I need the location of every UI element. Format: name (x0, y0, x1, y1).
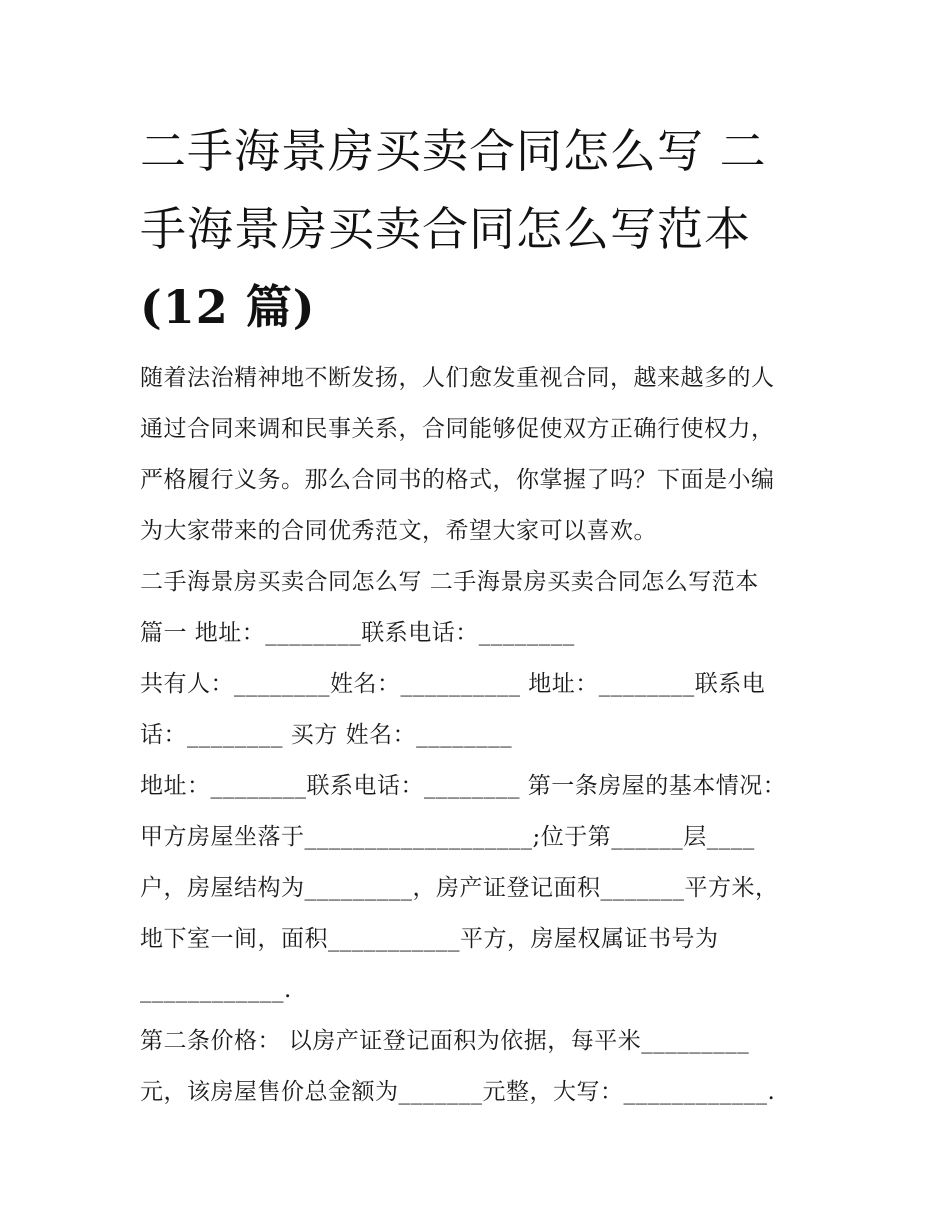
body-line: 地址：________联系电话：________ 第一条房屋的基本情况： (140, 773, 787, 799)
body-line: 话：________ 买方 姓名：________ (140, 722, 513, 748)
contract-body (140, 557, 830, 1118)
intro-line: 严格履行义务。那么合同书的格式，你掌握了吗？下面是小编 (140, 467, 775, 493)
body-line: 地下室一间，面积___________平方，房屋权属证书号为 (140, 926, 719, 952)
intro-line: 随着法治精神地不断发扬，人们愈发重视合同，越来越多的人 (140, 365, 775, 391)
document-title (140, 112, 820, 346)
body-line: 甲方房屋坐落于___________________;位于第______层____ (140, 824, 755, 850)
body-line: 第二条价格： 以房产证登记面积为依据，每平米_________ (140, 1028, 750, 1054)
body-line: 篇一 地址：________联系电话：________ (140, 620, 575, 646)
title-line-2: 手海景房买卖合同怎么写范本 (140, 202, 751, 256)
title-line-1: 二手海景房买卖合同怎么写 二 (140, 124, 767, 178)
title-line-3: (12 篇) (140, 280, 316, 334)
body-line: 共有人：________姓名：__________ 地址：________联系电 (140, 671, 766, 697)
subtitle-line: 二手海景房买卖合同怎么写 二手海景房买卖合同怎么写范本 (140, 569, 759, 595)
intro-line: 通过合同来调和民事关系，合同能够促使双方正确行使权力， (140, 416, 775, 442)
body-line: ____________. (140, 977, 292, 1003)
intro-paragraph (140, 353, 830, 557)
intro-line: 为大家带来的合同优秀范文，希望大家可以喜欢。 (140, 518, 657, 544)
body-line: 户，房屋结构为_________，房产证登记面积_______平方米， (140, 875, 779, 901)
body-line: 元，该房屋售价总金额为_______元整，大写：____________. (140, 1079, 776, 1105)
